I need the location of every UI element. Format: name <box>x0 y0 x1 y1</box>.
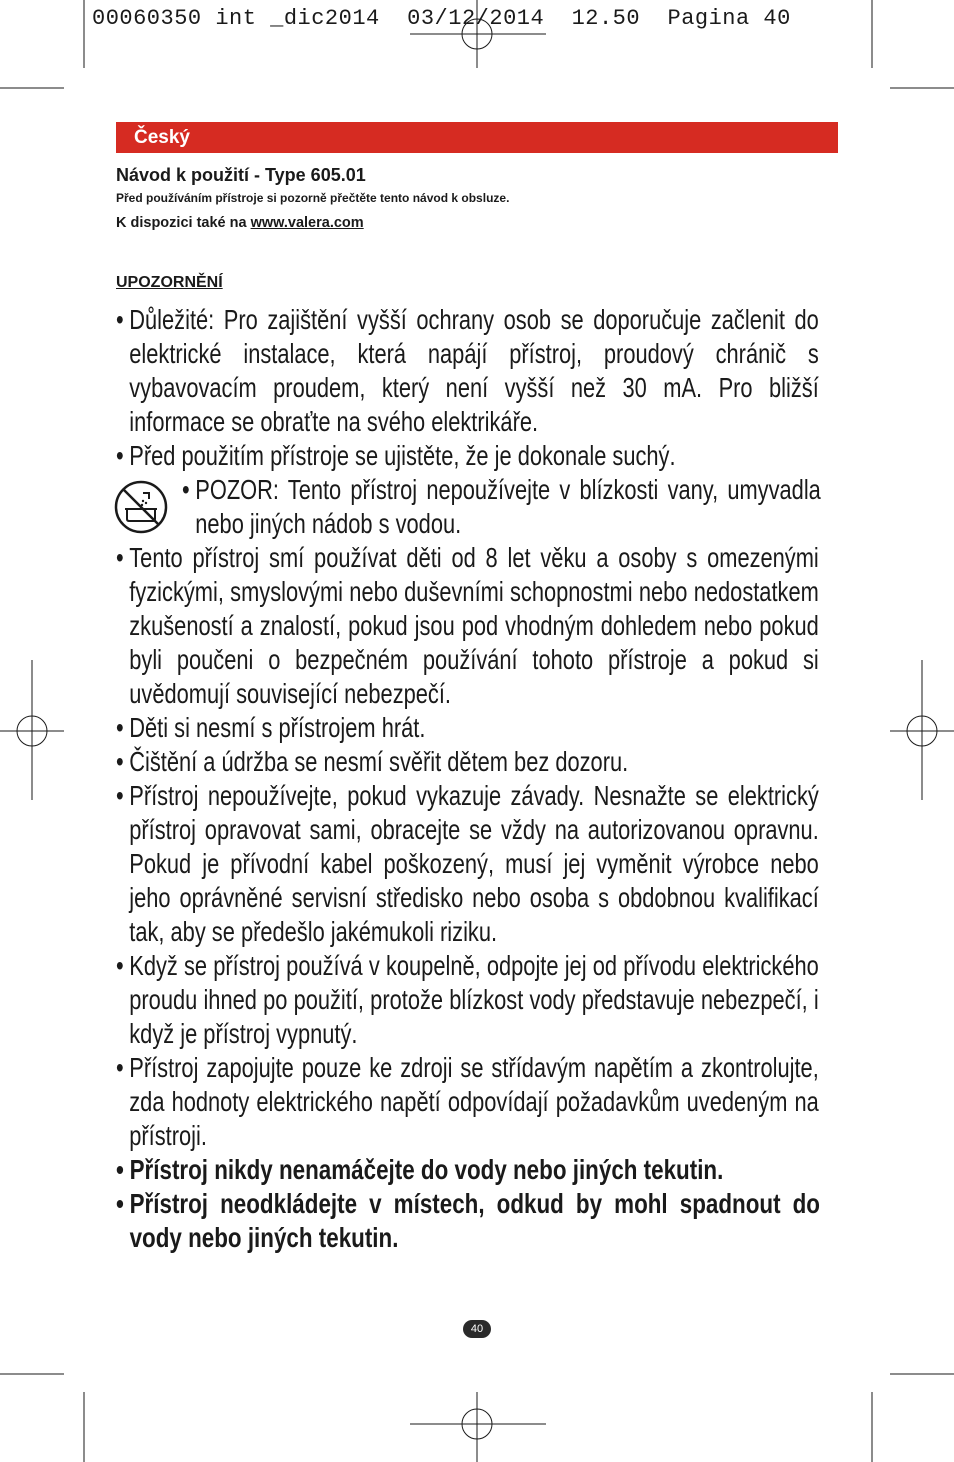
warning-row <box>116 473 838 541</box>
list-item: • Tento přístroj smí používat děti od 8 let věku a osoby s omezenými fyzickými, smyslovými nebo duševními schopnostmi nebo nedostatkem zkušeností a znalostí, pokud jsou pod vhodným dohledem nebo pokud byli poučeni o bezpečném používání tohoto přístroje a pokud si uvědomují související nebezpečí. <box>116 542 819 709</box>
print-header: 00060350 int _dic2014 03/12/2014 12.50 Pagina 40 <box>92 6 791 31</box>
list-item: • Přístroj nepoužívejte, pokud vykazuje závady. Nesnažte se elektrický přístroj opravovat sami, obracejte se vždy na autorizovanou opravnu. Pokud je přívodní kabel poškozený, musí jej vyměnit výrobce nebo jeho oprávněné servisní středisko nebo osoba s obdobnou kvalifikací tak, aby se předešlo jakémukoli riziku. <box>116 780 819 947</box>
bullet: • <box>116 542 124 573</box>
list-item: • Před použitím přístroje se ujistěte, že je dokonale suchý. <box>116 440 676 471</box>
no-use-near-bath-icon <box>113 479 169 535</box>
document-subtitle: Před používáním přístroje si pozorně přečtěte tento návod k obsluze. <box>116 191 510 205</box>
document-title: Návod k použití - Type 605.01 <box>116 165 366 185</box>
bullet: • <box>116 746 124 777</box>
section-title: UPOZORNĚNÍ <box>116 274 223 291</box>
website-link[interactable]: www.valera.com <box>250 215 364 231</box>
availability-line <box>116 215 364 231</box>
warning-item: • POZOR: Tento přístroj nepoužívejte v blízkosti vany, umyvadla nebo jiných nádob s vodou. <box>182 474 821 539</box>
bullet: • <box>116 780 124 811</box>
language-bar <box>116 122 838 153</box>
language-label: Český <box>134 127 190 148</box>
bold-list-item: • Přístroj nikdy nenamáčejte do vody nebo jiných tekutin. <box>116 1154 724 1185</box>
bullet: • <box>182 474 190 505</box>
list-item: • Když se přístroj používá v koupelně, odpojte jej od přívodu elektrického proudu ihned po použití, protože blízkost vody představuje nebezpečí, i když je přístroj vypnutý. <box>116 950 819 1049</box>
bullet: • <box>116 950 124 981</box>
bold-list-item: • Přístroj neodkládejte v místech, odkud by mohl spadnout do vody nebo jiných tekutin. <box>116 1188 821 1253</box>
bullet: • <box>116 1052 124 1083</box>
warnings-list <box>116 303 838 1255</box>
bullet: • <box>116 712 124 743</box>
bullet: • <box>116 304 124 335</box>
list-item: • Přístroj zapojujte pouze ke zdroji se střídavým napětím a zkontrolujte, zda hodnoty elektrického napětí odpovídají požadavkům uvedeným na přístroji. <box>116 1052 819 1151</box>
list-item: • Důležité: Pro zajištění vyšší ochrany osob se doporučuje začlenit do elektrické instalace, která napájí přístroj, proudový chránič s vybavovacím proudem, který není vyšší než 30 mA. Pro bližší informace se obraťte na svého elektrikáře. <box>116 304 819 437</box>
availability-prefix: K dispozici také na <box>116 215 251 231</box>
bullet: • <box>116 440 124 471</box>
list-item: • Čištění a údržba se nesmí svěřit dětem bez dozoru. <box>116 746 629 777</box>
bullet: • <box>116 1154 124 1185</box>
list-item: • Děti si nesmí s přístrojem hrát. <box>116 712 426 743</box>
page-number: 40 <box>463 1320 491 1338</box>
bullet: • <box>116 1188 124 1219</box>
